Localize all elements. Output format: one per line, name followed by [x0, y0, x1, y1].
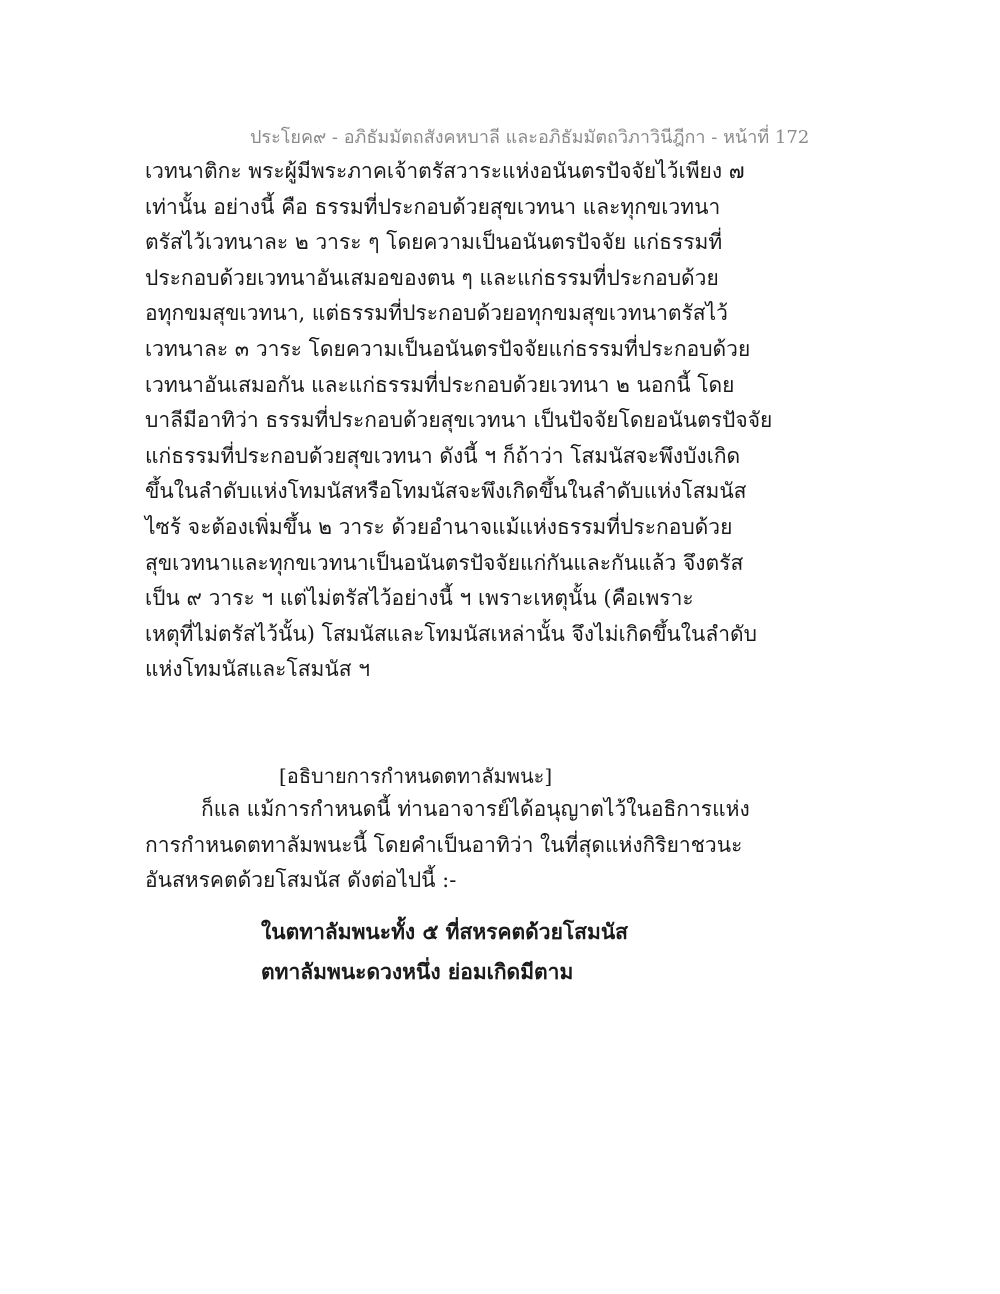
text-line: ไซร้ จะต้องเพิ่มขึ้น ๒ วาระ ด้วยอำนาจแม้แห่งธรรมที่ประกอบด้วย — [145, 514, 733, 539]
text-line: ขึ้นในลำดับแห่งโทมนัสหรือโทมนัสจะพึงเกิดขึ้นในลำดับแห่งโสมนัส — [145, 479, 747, 504]
text-line: เป็น ๙ วาระ ฯ แต่ไม่ตรัสไว้อย่างนี้ ฯ เพราะเหตุนั้น (คือเพราะ — [145, 586, 694, 611]
text-line: เวทนาอันเสมอกัน และแก่ธรรมที่ประกอบด้วยเวทนา ๒ นอกนี้ โดย — [145, 372, 735, 397]
verse-line: ในตทาลัมพนะทั้ง ๕ ที่สหรคตด้วยโสมนัส — [261, 919, 628, 944]
text-line: ตรัสไว้เวทนาละ ๒ วาระ ๆ โดยความเป็นอนันตรปัจจัย แก่ธรรมที่ — [145, 230, 723, 255]
text-line: การกำหนดตทาลัมพนะนี้ โดยคำเป็นอาทิว่า ในที่สุดแห่งกิริยาชวนะ — [145, 832, 743, 857]
section-heading: [อธิบายการกำหนดตทาลัมพนะ] — [279, 764, 553, 788]
page-header: ประโยค๙ - อภิธัมมัตถสังคหบาลี และอภิธัมมัตถวิภาวินีฎีกา - หน้าที่ 172 — [250, 127, 810, 148]
text-line: เท่านั้น อย่างนี้ คือ ธรรมที่ประกอบด้วยสุขเวทนา และทุกขเวทนา — [145, 194, 721, 219]
paragraph-2 — [145, 792, 765, 899]
text-line: ประกอบด้วยเวทนาอันเสมอของตน ๆ และแก่ธรรมที่ประกอบด้วย — [145, 265, 719, 290]
text-line: อทุกขมสุขเวทนา, แต่ธรรมที่ประกอบด้วยอทุกขมสุขเวทนาตรัสไว้ — [145, 301, 728, 326]
text-line: อันสหรคตด้วยโสมนัส ดังต่อไปนี้ :- — [145, 868, 457, 893]
text-line: บาลีมีอาทิว่า ธรรมที่ประกอบด้วยสุขเวทนา เป็นปัจจัยโดยอนันตรปัจจัย — [145, 408, 773, 433]
paragraph-1 — [145, 154, 773, 688]
text-line: ก็แล แม้การกำหนดนี้ ท่านอาจารย์ได้อนุญาตไว้ในอธิการแห่ง — [201, 797, 750, 821]
verse-block — [261, 912, 628, 992]
text-line: แห่งโทมนัสและโสมนัส ฯ — [145, 657, 371, 682]
text-line: เหตุที่ไม่ตรัสไว้นั้น) โสมนัสและโทมนัสเหล่านั้น จึงไม่เกิดขึ้นในลำดับ — [145, 621, 758, 646]
verse-line: ตทาลัมพนะดวงหนึ่ง ย่อมเกิดมีตาม — [261, 959, 574, 984]
text-line: แก่ธรรมที่ประกอบด้วยสุขเวทนา ดังนี้ ฯ ก็ถ้าว่า โสมนัสจะพึงบังเกิด — [145, 443, 741, 468]
text-line: เวทนาละ ๓ วาระ โดยความเป็นอนันตรปัจจัยแก่ธรรมที่ประกอบด้วย — [145, 336, 751, 361]
text-line: สุขเวทนาและทุกขเวทนาเป็นอนันตรปัจจัยแก่กันและกันแล้ว จึงตรัส — [145, 550, 744, 575]
text-line: เวทนาติกะ พระผู้มีพระภาคเจ้าตรัสวาระแห่งอนันตรปัจจัยไว้เพียง ๗ — [145, 159, 745, 183]
